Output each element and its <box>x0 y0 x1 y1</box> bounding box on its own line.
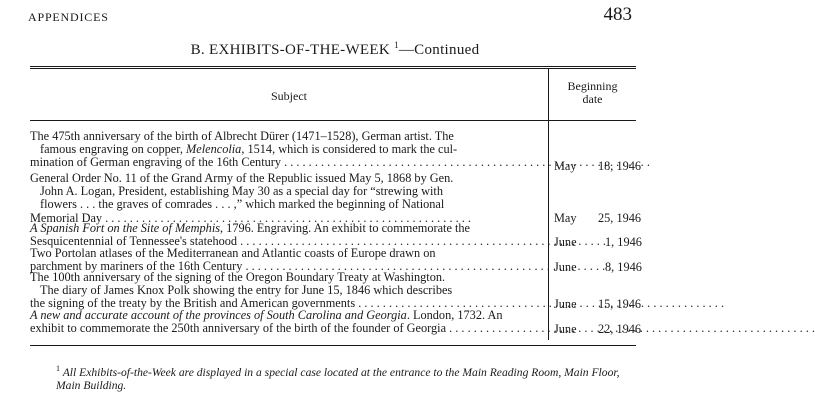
running-header: APPENDICES <box>28 10 109 24</box>
row-line: , 1514, which is considered to mark the cul- <box>241 142 458 157</box>
row-subject <box>30 271 543 311</box>
page-number: 483 <box>603 4 632 25</box>
row-line: The 475th anniversary of the birth of Albrecht Dürer (1471–1528), German artist. The <box>30 129 454 143</box>
row-line: John A. Logan, President, establishing May 30 as a special day for “strewing with <box>40 184 443 199</box>
row-subject <box>30 309 543 335</box>
row-title-italic: Melencolia <box>186 142 242 157</box>
table-row <box>30 308 642 336</box>
row-line: Two Portolan atlases of the Mediterranean and Atlantic coasts of Europe drawn on <box>30 246 436 260</box>
date-day-year: 22, 1946 <box>598 321 642 336</box>
row-line: famous engraving on copper, <box>40 142 187 157</box>
row-line: Memorial Day . . . <box>30 211 471 225</box>
date-month: May <box>554 210 577 225</box>
row-title-italic: A new and accurate account of the provinces of South Carolina and Georgia <box>30 308 407 322</box>
row-line: parchment by mariners of the 16th Century . . . <box>30 259 611 273</box>
table-row <box>30 270 642 311</box>
row-line: mination of German engraving of the 16th Century . . . <box>30 155 650 169</box>
row-subject <box>30 172 543 225</box>
date-day-year: 15, 1946 <box>598 296 642 311</box>
table-row <box>30 171 642 225</box>
row-line: flowers . . . the graves of comrades . . . ,” which marked the beginning of National <box>40 197 445 212</box>
row-line: , 1796. Engraving. An exhibit to commemorate the <box>220 221 471 235</box>
footnote-mark: 1 <box>56 364 60 373</box>
date-day-year: 1, 1946 <box>605 234 642 249</box>
date-month: June <box>554 234 577 249</box>
row-title-italic: A Spanish Fort on the Site of Memphis <box>30 221 221 235</box>
row-line: The diary of James Knox Polk showing the entry for June 15, 1846 which describes <box>40 283 453 298</box>
row-line: exhibit to commemorate the 250th anniversary of the birth of the founder of Georgia . . . <box>30 321 815 335</box>
title-footnote-mark: 1 <box>394 40 399 50</box>
row-line: the signing of the treaty by the British and American governments . . . <box>30 296 724 310</box>
date-day-year: 25, 1946 <box>598 210 642 225</box>
title-text: B. EXHIBITS-OF-THE-WEEK <box>190 42 390 58</box>
footnote <box>56 362 636 393</box>
subject-column-header: Subject <box>271 89 307 103</box>
table-bottom-rule <box>30 345 636 346</box>
date-column-header <box>549 80 636 106</box>
column-header-rule <box>30 120 636 121</box>
date-month: June <box>554 259 577 274</box>
row-subject <box>30 222 543 248</box>
date-header-line2: date <box>582 92 603 106</box>
row-line: General Order No. 11 of the Grand Army of the Republic issued May 5, 1868 by Gen. <box>30 171 454 185</box>
row-line: Sesquicentennial of Tennessee's statehood . . . <box>30 234 606 248</box>
date-day-year: 8, 1946 <box>605 259 642 274</box>
table-top-rule-2 <box>30 68 636 69</box>
title-suffix: —Continued <box>398 42 480 58</box>
row-subject <box>30 130 543 170</box>
date-month: May <box>554 158 577 173</box>
date-header-line1: Beginning <box>567 79 618 93</box>
footnote-text: All Exhibits-of-the-Week are displayed in a special case located at the entrance to the Main Reading Room, Main Floor, Main Building. <box>56 365 620 393</box>
row-line: . London, 1732. An <box>406 308 503 322</box>
table-top-rule <box>30 66 636 67</box>
row-line: The 100th anniversary of the signing of the Oregon Boundary Treaty at Washington. <box>30 270 446 284</box>
date-month: June <box>554 321 577 336</box>
date-month: June <box>554 296 577 311</box>
table-row <box>30 129 642 173</box>
page-title <box>0 40 670 59</box>
row-date <box>554 323 641 336</box>
date-day-year: 18, 1946 <box>598 158 642 173</box>
table-row <box>30 221 642 249</box>
